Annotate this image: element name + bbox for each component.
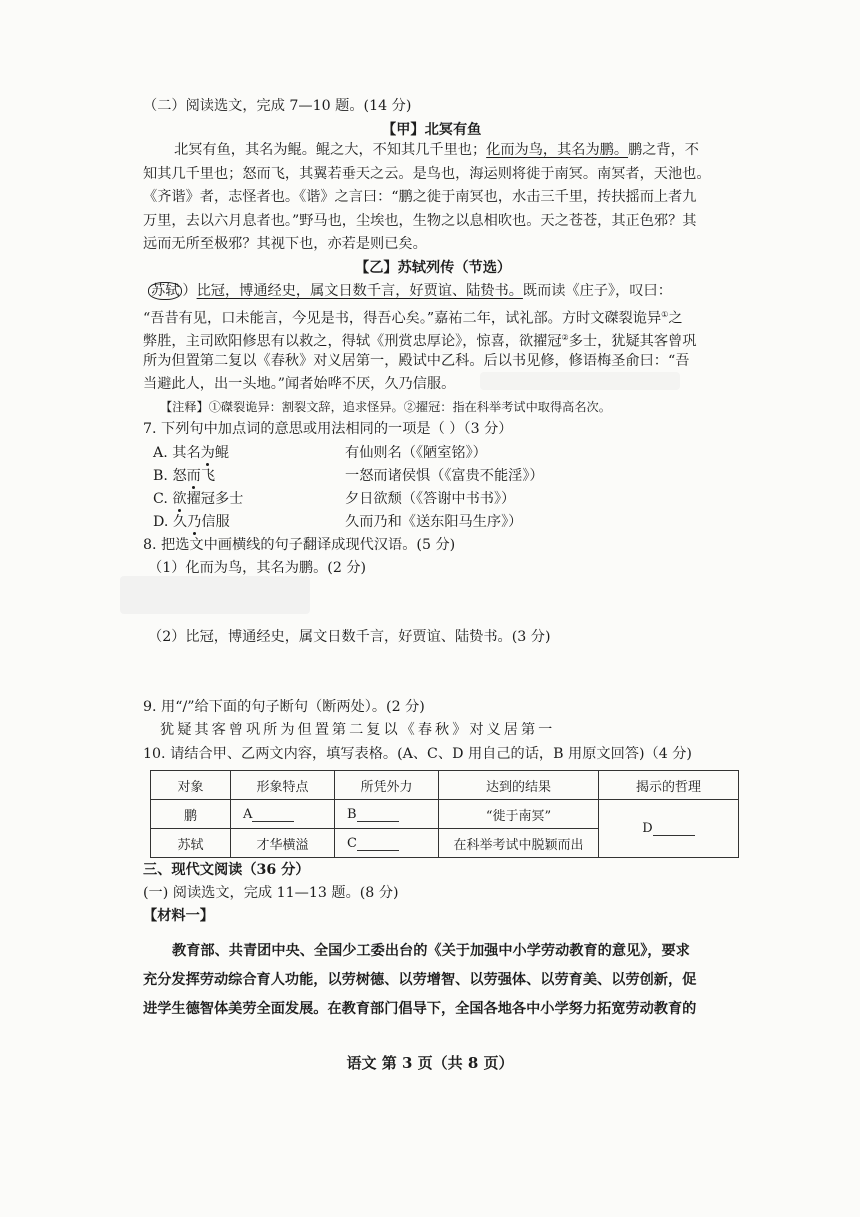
passage-jia-line: 远而无所至极邪？其视下也，亦若是则已矣。 xyxy=(143,236,427,252)
circled-name: 苏轼 xyxy=(148,282,182,300)
question-9-stem: 9. 用“/”给下面的句子断句（断两处）。(2 分) xyxy=(143,699,425,715)
passage-yi-line: “吾昔有见，口未能言，今见是书，得吾心矣。”嘉祐二年，试礼部。方时文磔裂诡异①之 xyxy=(143,310,683,327)
answer-table xyxy=(150,770,739,858)
q7-option-a-ref: 有仙则名（《陋室铭》） xyxy=(345,445,487,461)
question-10-stem: 10. 请结合甲、乙两文内容，填写表格。(A、C、D 用自己的话，B 用原文回答)（4 分) xyxy=(143,746,692,762)
q7-option-c: C. 欲擢冠多士 xyxy=(153,491,244,507)
q8-sentence-1: （1）化而为鸟，其名为鹏。(2 分) xyxy=(148,560,367,576)
passage-yi-line: 当避此人，出一头地。”闻者始哗不厌，久乃信服。 xyxy=(143,376,456,392)
table-cell: 苏轼 xyxy=(151,829,231,858)
passage-yi-line: 所为但置第二复以《春秋》对义居第一，殿试中乙科。后以书见修，修语梅圣俞曰：“吾 xyxy=(143,353,690,369)
blank-c[interactable]: C xyxy=(335,829,439,858)
table-header: 形象特点 xyxy=(231,771,335,800)
table-cell: “徙于南冥” xyxy=(439,800,599,829)
material-label: 【材料一】 xyxy=(143,908,214,924)
passage-yi-line: 弊胜，主司欧阳修思有以救之，得轼《刑赏忠厚论》，惊喜，欲擢冠②多士，犹疑其客曾巩 xyxy=(143,333,697,350)
scan-smudge xyxy=(480,372,680,390)
table-row xyxy=(151,800,739,829)
blank-b[interactable]: B xyxy=(335,800,439,829)
question-7-stem: 7. 下列句中加点词的意思或用法相同的一项是（ ）（3 分） xyxy=(143,421,513,437)
passage-jia-line: 《齐谐》者，志怪者也。《谐》之言曰：“鹏之徙于南冥也，水击三千里，抟扶摇而上者九 xyxy=(143,189,697,205)
q7-option-b-ref: 一怒而诸侯惧（《富贵不能淫》） xyxy=(345,468,544,484)
table-header-row xyxy=(151,771,739,800)
q8-sentence-2: （2）比冠，博通经史，属文日数千言，好贾谊、陆贽书。(3 分) xyxy=(148,629,551,645)
table-cell: 在科举考试中脱颖而出 xyxy=(439,829,599,858)
q7-option-a: A. 其名为鲲 xyxy=(153,445,230,461)
q9-sentence: 犹疑其客曾巩所为但置第二复以《春秋》对义居第一 xyxy=(160,722,556,738)
annotation: 【注释】①磔裂诡异：割裂文辞，追求怪异。②擢冠：指在科举考试中取得高名次。 xyxy=(160,400,611,414)
material-line: 进学生德智体美劳全面发展。在教育部门倡导下，全国各地各中小学努力拓宽劳动教育的 xyxy=(143,1001,697,1017)
passage-yi-line: 苏轼 ）比冠，博通经史，属文日数千言，好贾谊、陆贽书。既而读《庄子》，叹曰： xyxy=(148,281,672,301)
underlined-sentence: 化而为鸟，其名为鹏。 xyxy=(486,142,629,158)
table-cell: 才华横溢 xyxy=(231,829,335,858)
table-header: 达到的结果 xyxy=(439,771,599,800)
section-3-heading: 三、现代文阅读（36 分） xyxy=(143,862,310,878)
passage-yi-title: 【乙】苏轼列传（节选） xyxy=(355,260,512,276)
question-8-stem: 8. 把选文中画横线的句子翻译成现代汉语。(5 分) xyxy=(143,537,456,553)
passage-jia-line: 北冥有鱼，其名为鲲。鲲之大，不知其几千里也；化而为鸟，其名为鹏。鹏之背，不 xyxy=(174,142,699,158)
table-header: 所凭外力 xyxy=(335,771,439,800)
section-3-subheading: (一) 阅读选文，完成 11—13 题。(8 分) xyxy=(143,885,399,901)
material-line: 充分发挥劳动综合育人功能，以劳树德、以劳增智、以劳强体、以劳育美、以劳创新，促 xyxy=(143,972,697,988)
q7-option-b: B. 怒而飞 xyxy=(153,468,216,484)
material-line: 教育部、共青团中央、全国少工委出台的《关于加强中小学劳动教育的意见》，要求 xyxy=(172,943,690,959)
blank-a[interactable]: A xyxy=(231,800,335,829)
q7-option-c-ref: 夕日欲颓（《答谢中书书》） xyxy=(345,491,516,507)
passage-jia-line: 万里，去以六月息者也。”野马也，尘埃也，生物之以息相吹也。天之苍苍，其正色邪？其 xyxy=(143,213,697,229)
table-cell: 鹏 xyxy=(151,800,231,829)
passage-jia-title: 【甲】北冥有鱼 xyxy=(382,122,482,138)
q7-option-d-ref: 久而乃和《送东阳马生序》） xyxy=(345,514,523,530)
passage-jia-line: 知其几千里也；怒而飞，其翼若垂天之云。是鸟也，海运则将徙于南冥。南冥者，天池也。 xyxy=(143,166,711,182)
underlined-sentence: 比冠，博通经史，属文日数千言，好贾谊、陆贽书。 xyxy=(196,283,523,299)
scan-smudge xyxy=(120,576,310,614)
table-header: 揭示的哲理 xyxy=(599,771,739,800)
blank-d[interactable]: D xyxy=(599,800,739,858)
q7-option-d: D. 久乃信服 xyxy=(153,514,230,530)
section-heading: （二）阅读选文，完成 7—10 题。(14 分) xyxy=(143,98,412,114)
page-footer: 语文 第 3 页（共 8 页） xyxy=(346,1054,514,1072)
table-header: 对象 xyxy=(151,771,231,800)
